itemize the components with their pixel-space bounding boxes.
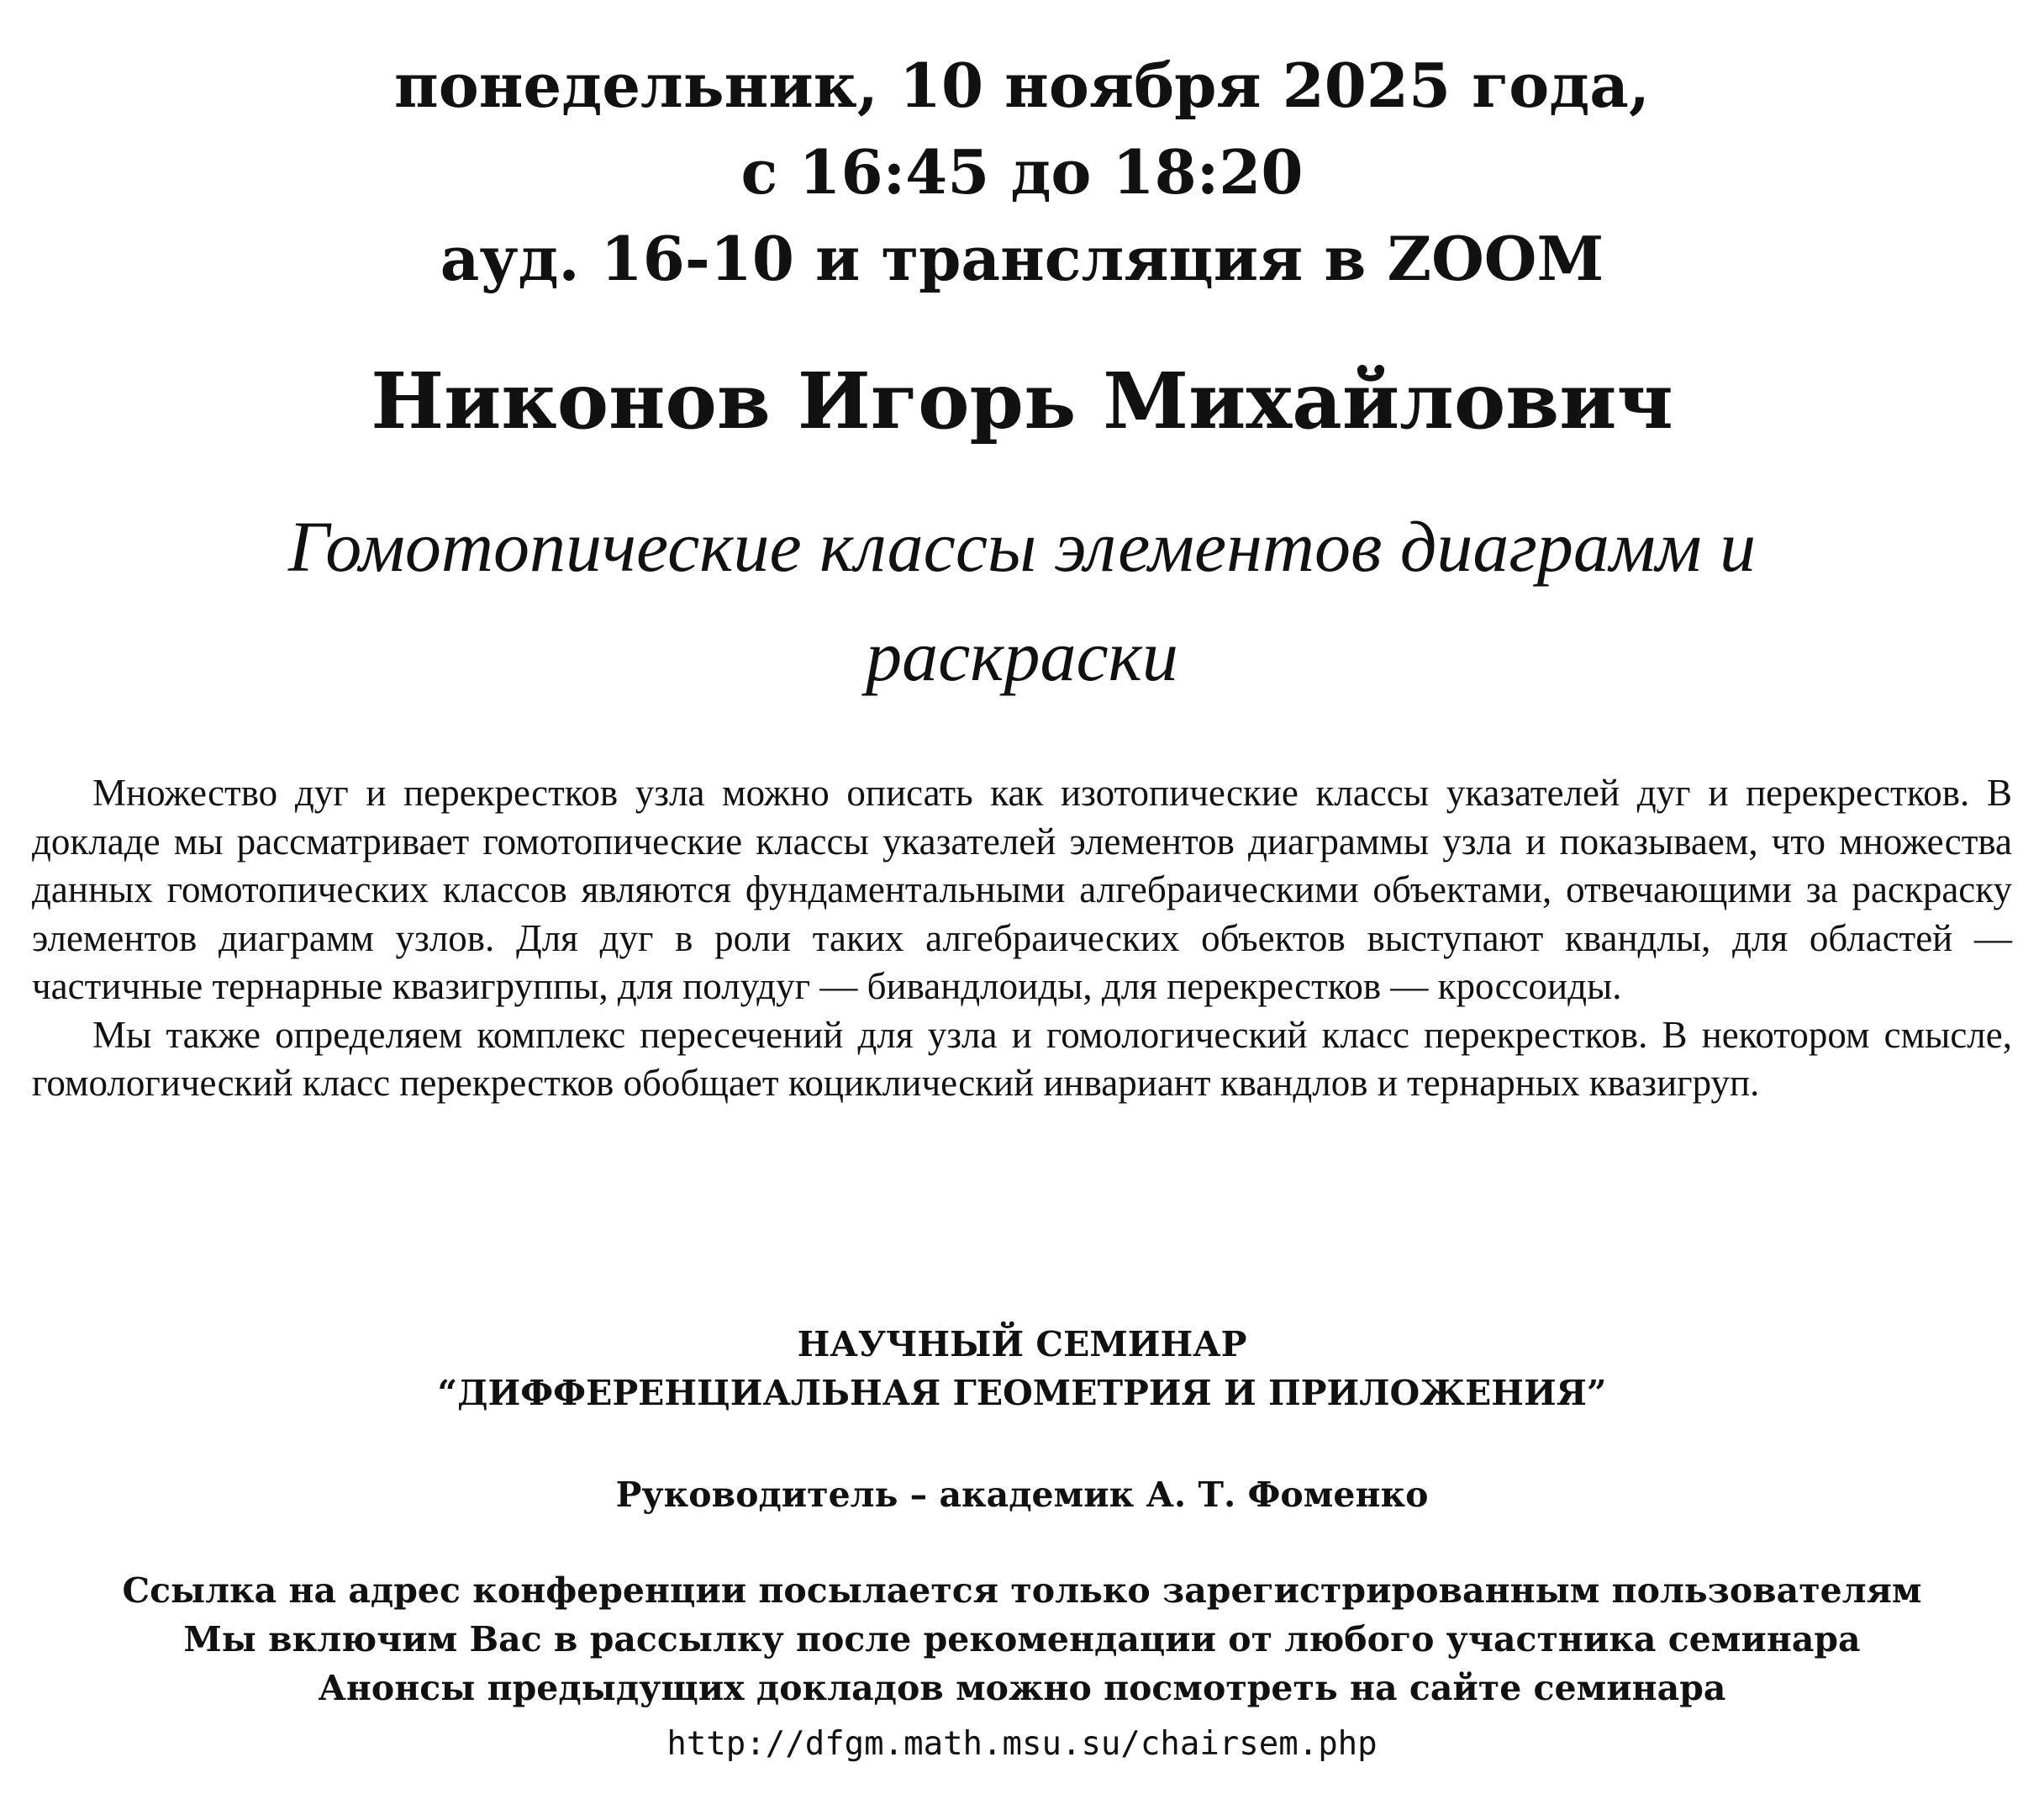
talk-title: Гомотопические классы элементов диаграмм и раскраски — [287, 506, 1757, 696]
note-line: Мы включим Вас в рассылку после рекомендации от любого участника семинара — [183, 1619, 1861, 1659]
event-place: ауд. 16-10 и трансляция в ZOOM — [440, 223, 1604, 294]
event-header — [0, 42, 2044, 302]
abstract-paragraph: Мы также определяем комплекс пересечений для узла и гомологический класс перекрестков. В некотором смысле, гомологический класс перекрестков обобщает коциклический инвариант квандлов и тернарных квазигруп. — [32, 1013, 2012, 1104]
speaker-name: Никонов Игорь Михайлович — [371, 356, 1673, 446]
event-time: с 16:45 до 18:20 — [740, 136, 1304, 208]
seminar-title-line: “ДИФФЕРЕНЦИАЛЬНАЯ ГЕОМЕТРИЯ И ПРИЛОЖЕНИЯ” — [437, 1373, 1607, 1413]
abstract — [32, 769, 2012, 1108]
seminar-url[interactable]: http://dfgm.math.msu.su/chairsem.php — [666, 1725, 1378, 1763]
abstract-paragraph: Множество дуг и перекрестков узла можно описать как изотопические классы указателей дуг и перекрестков. В докладе мы рассматривает гомотопические классы указателей элементов диаграммы узла и показываем, что множества данных гомотопических классов являются фундаментальными алгебраическими объектами, отвечающими за раскраску элементов диаграмм узлов. Для дуг в роли таких алгебраических объектов выступают квандлы, для областей — частичные тернарные квазигруппы, для полудуг — бивандлоиды, для перекрестков — кроссоиды. — [32, 772, 2012, 1007]
seminar-notes — [0, 1566, 2044, 1712]
seminar-head: Руководитель – академик А. Т. Фоменко — [615, 1475, 1429, 1515]
note-line: Анонсы предыдущих докладов можно посмотреть на сайте семинара — [318, 1668, 1726, 1708]
seminar-title-line: НАУЧНЫЙ СЕМИНАР — [797, 1324, 1247, 1364]
event-date: понедельник, 10 ноября 2025 года, — [394, 50, 1650, 121]
note-line: Ссылка на адрес конференции посылается только зарегистрированным пользователям — [122, 1570, 1922, 1611]
seminar-title — [0, 1320, 2044, 1417]
